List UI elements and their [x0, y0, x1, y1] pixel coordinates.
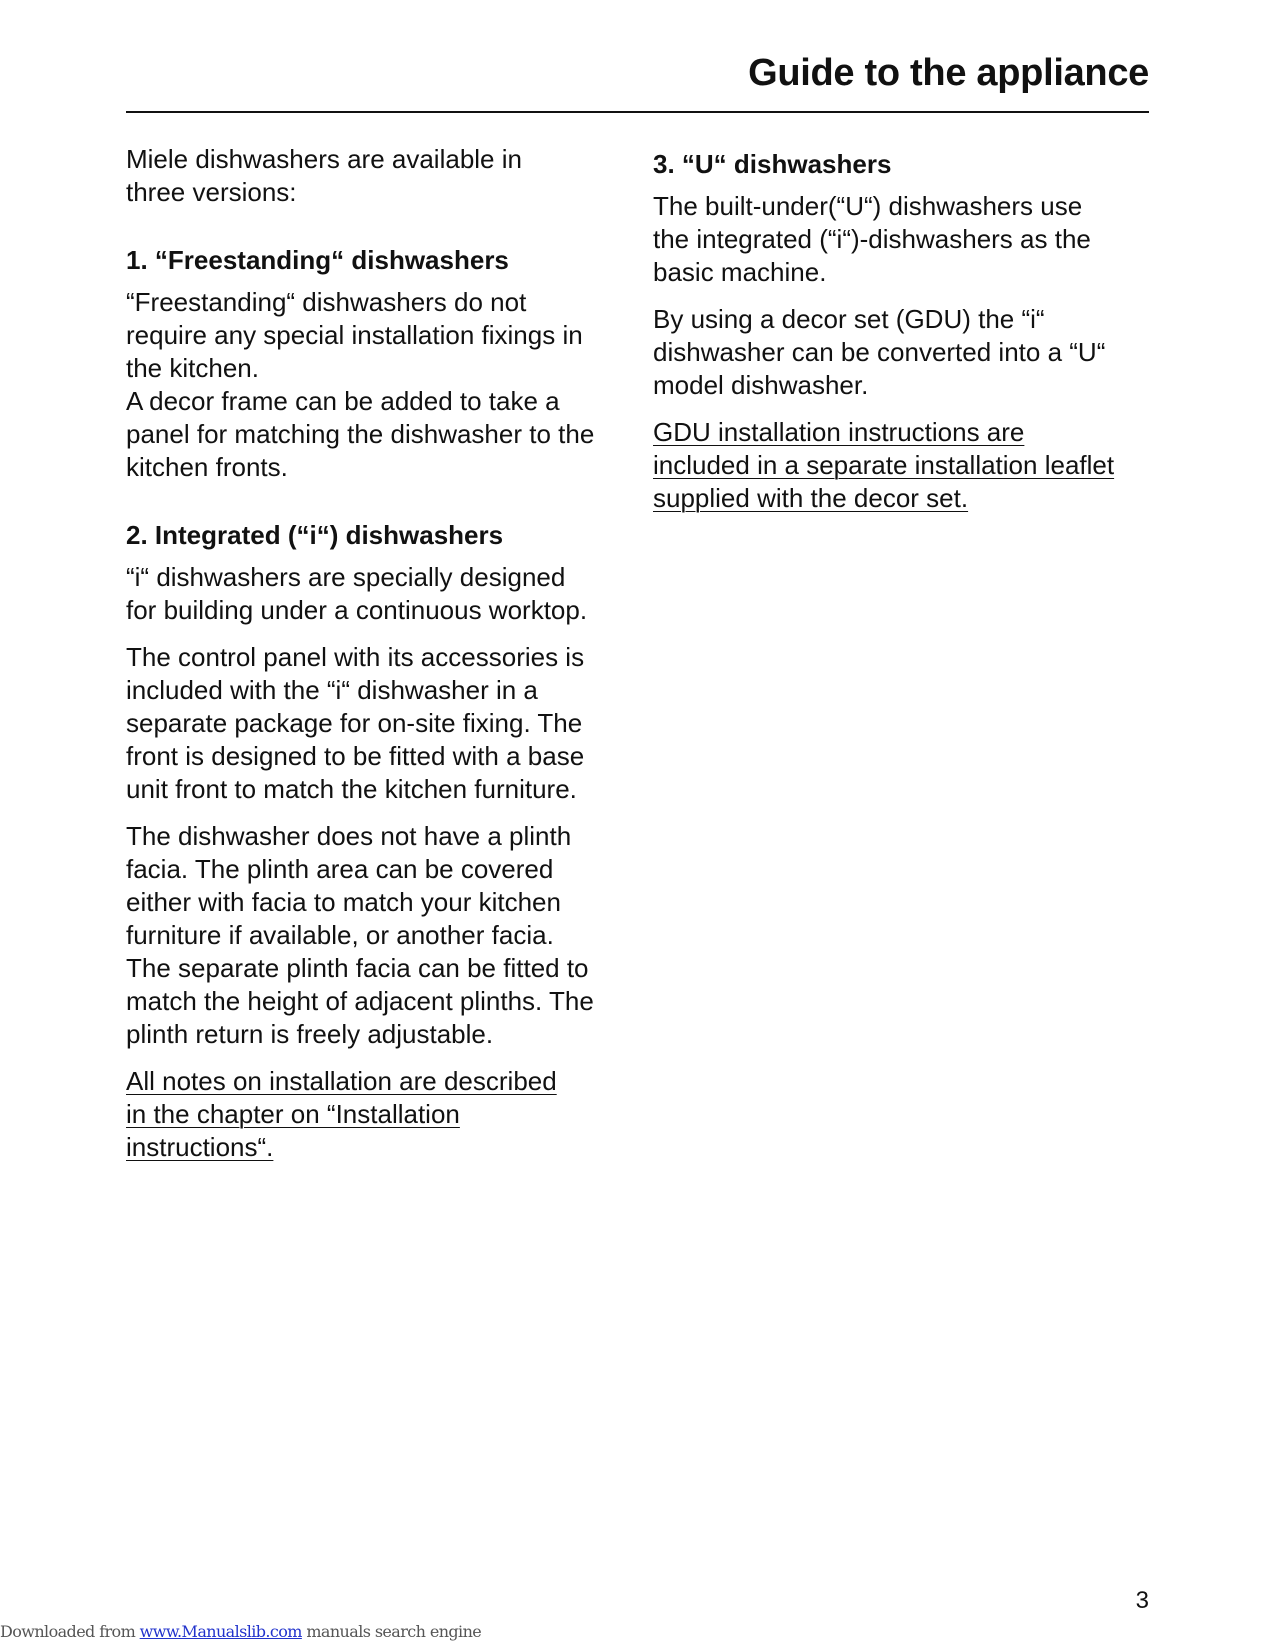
right-column	[653, 148, 1153, 515]
title-rule	[126, 111, 1149, 113]
footer-prefix: Downloaded from	[0, 1622, 140, 1641]
section-2-paragraph-3: The dishwasher does not have a plinth facia. The plinth area can be covered either with facia to match your kitchen furniture if available, or another facia. The separate plinth facia can be fitted to match the height of adjacent plinths. The plinth return is freely adjustable.	[126, 821, 594, 1049]
section-2-paragraph-1: “i“ dishwashers are specially designed for building under a continuous worktop.	[126, 562, 588, 625]
section-1-paragraph-2: A decor frame can be added to take a panel for matching the dishwasher to the kitchen fronts.	[126, 386, 595, 482]
left-column	[126, 143, 616, 1164]
footer	[0, 1622, 481, 1641]
page-number: 3	[1135, 1587, 1149, 1614]
section-2-installation-note: All notes on installation are described in the chapter on “Installation instructions“.	[126, 1066, 557, 1162]
intro-text: Miele dishwashers are available in three versions:	[126, 144, 522, 207]
section-3-paragraph-2: By using a decor set (GDU) the “i“ dishwasher can be converted into a “U“ model dishwasher.	[653, 304, 1106, 400]
page-title: Guide to the appliance	[748, 52, 1149, 94]
section-2-paragraph-2: The control panel with its accessories is included with the “i“ dishwasher in a separate package for on-site fixing. The front is designed to be fitted with a base unit front to match the kitchen furniture.	[126, 642, 585, 804]
section-1-paragraph-1: “Freestanding“ dishwashers do not require any special installation fixings in the kitchen.	[126, 287, 583, 383]
section-3-paragraph-1: The built-under(“U“) dishwashers use the integrated (“i“)-dishwashers as the basic machine.	[653, 191, 1091, 287]
section-2-heading: 2. Integrated (“i“) dishwashers	[126, 520, 504, 550]
section-3-heading: 3. “U“ dishwashers	[653, 149, 892, 179]
section-1-heading: 1. “Freestanding“ dishwashers	[126, 245, 509, 275]
manualslib-link[interactable]: www.Manualslib.com	[139, 1622, 302, 1641]
section-3-installation-note: GDU installation instructions are included in a separate installation leaflet supplied with the decor set.	[653, 417, 1115, 513]
footer-suffix: manuals search engine	[301, 1622, 482, 1641]
